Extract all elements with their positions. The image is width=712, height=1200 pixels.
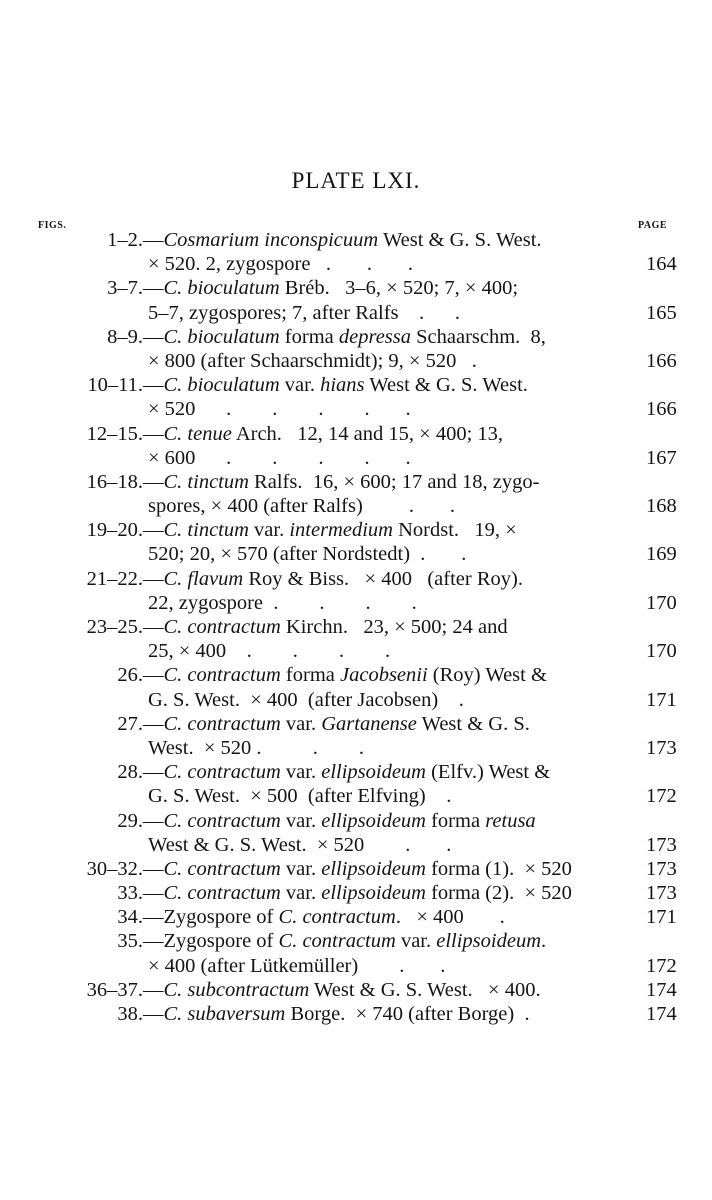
figure-entry-continuation [0, 784, 712, 808]
figure-description: —Zygospore of C. contractum var. ellipsoideum. [143, 930, 547, 953]
figure-entry-continuation [0, 446, 712, 470]
figure-entry [0, 905, 712, 929]
figure-description: —C. bioculatum forma depressa Schaarschm. 8, [143, 325, 546, 348]
figure-description: —C. contractum var. ellipsoideum forma retusa [143, 809, 536, 832]
page-number: 171 [646, 906, 677, 929]
figure-number: 29. [117, 809, 143, 832]
figure-entry [0, 422, 712, 446]
figure-description-continued: × 520. 2, zygospore . . . [148, 253, 413, 276]
figure-number: 28. [117, 761, 143, 784]
figure-entry-continuation [0, 252, 712, 276]
plate-title: PLATE LXI. [291, 168, 421, 193]
figure-description-continued: 5–7, zygospores; 7, after Ralfs . . [148, 301, 460, 324]
figure-number: 33. [117, 882, 143, 905]
figure-description-continued: West & G. S. West. × 520 . . [148, 833, 452, 856]
page-number: 173 [646, 736, 677, 759]
figure-description: —Zygospore of C. contractum. × 400 . [143, 906, 505, 929]
page-number: 171 [646, 688, 677, 711]
page-number: 172 [646, 785, 677, 808]
figure-description: —C. contractum var. ellipsoideum forma (1). × 520 [143, 857, 572, 880]
figure-description: —C. tinctum var. intermedium Nordst. 19, × [143, 519, 517, 542]
page-number: 168 [646, 495, 677, 518]
figure-description-continued: × 600 . . . . . [148, 446, 411, 469]
figure-entry-continuation [0, 301, 712, 325]
page-number: 174 [646, 1003, 677, 1025]
figure-number: 19–20. [86, 519, 143, 542]
figure-entry [0, 518, 712, 542]
figure-entry-continuation [0, 397, 712, 421]
figure-number: 16–18. [86, 470, 143, 493]
figure-description-continued: 520; 20, × 570 (after Nordstedt) . . [148, 543, 467, 566]
figure-number: 38. [117, 1003, 143, 1025]
page-number: 174 [646, 978, 677, 1001]
figure-entry [0, 325, 712, 349]
figure-description: —C. tenue Arch. 12, 14 and 15, × 400; 13, [143, 422, 504, 445]
figure-description-continued: West. × 520 . . . [148, 736, 365, 759]
page-number: 169 [646, 543, 677, 566]
figs-column-header: FIGS. [38, 220, 67, 231]
figure-entry [0, 276, 712, 300]
figure-description-continued: × 400 (after Lütkemüller) . . [148, 954, 446, 977]
page-number: 164 [646, 253, 677, 276]
figure-entry [0, 228, 712, 252]
figure-description: —C. bioculatum Bréb. 3–6, × 520; 7, × 400; [143, 277, 519, 300]
figure-entry [0, 978, 712, 1002]
page-number: 173 [646, 833, 677, 856]
figure-number: 35. [117, 930, 143, 953]
figure-entry-continuation [0, 736, 712, 760]
page-number: 165 [646, 301, 677, 324]
figure-description: —C. subaversum Borge. × 740 (after Borge) . [143, 1003, 530, 1025]
figure-entry-continuation [0, 349, 712, 373]
figure-number: 21–22. [86, 567, 143, 590]
figure-description: —C. contractum var. ellipsoideum forma (2). × 520 [143, 882, 572, 905]
page-number: 166 [646, 349, 677, 372]
figure-number: 30–32. [86, 857, 143, 880]
figure-entry-continuation [0, 833, 712, 857]
page-number: 173 [646, 857, 677, 880]
figure-entry-continuation [0, 591, 712, 615]
figure-entry-continuation [0, 954, 712, 978]
figure-entry [0, 760, 712, 784]
figure-entry [0, 929, 712, 953]
figure-description: —C. contractum var. Gartanense West & G. S. [143, 712, 530, 735]
figure-description: —Cosmarium inconspicuum West & G. S. West. [143, 229, 542, 251]
page-number: 166 [646, 398, 677, 421]
figure-number: 1–2. [107, 229, 143, 251]
figure-entry [0, 1002, 712, 1026]
figure-description-continued: spores, × 400 (after Ralfs) . . [148, 495, 456, 518]
figure-entry [0, 663, 712, 687]
figure-description-continued: G. S. West. × 500 (after Elfving) . [148, 785, 452, 808]
figure-description: —C. flavum Roy & Biss. × 400 (after Roy). [143, 567, 523, 590]
figure-number: 26. [117, 664, 143, 687]
figure-description: —C. subcontractum West & G. S. West. × 400. [143, 978, 541, 1001]
figure-entry-continuation [0, 688, 712, 712]
figure-description-continued: G. S. West. × 400 (after Jacobsen) . [148, 688, 464, 711]
figure-entry-continuation [0, 639, 712, 663]
figure-description: —C. contractum forma Jacobsenii (Roy) West & [143, 664, 547, 687]
figure-number: 10–11. [87, 374, 143, 397]
figure-description-continued: × 800 (after Schaarschmidt); 9, × 520 . [148, 349, 477, 372]
figure-entry [0, 470, 712, 494]
figure-entry [0, 373, 712, 397]
page-number: 170 [646, 591, 677, 614]
page-number: 167 [646, 446, 677, 469]
figure-description-continued: × 520 . . . . . [148, 398, 411, 421]
figure-entry [0, 857, 712, 881]
figure-entry [0, 567, 712, 591]
figure-description: —C. contractum Kirchn. 23, × 500; 24 and [143, 616, 508, 638]
figure-entry [0, 615, 712, 639]
figure-description-continued: 25, × 400 . . . . [148, 640, 391, 663]
page-number: 172 [646, 954, 677, 977]
figure-entry-continuation [0, 542, 712, 566]
page-number: 170 [646, 640, 677, 663]
figure-entry [0, 809, 712, 833]
figure-description-continued: 22, zygospore . . . . [148, 591, 417, 614]
figure-number: 36–37. [86, 978, 143, 1001]
figure-number: 3–7. [107, 277, 143, 300]
page-column-header: PAGE [638, 220, 668, 231]
figure-description: —C. tinctum Ralfs. 16, × 600; 17 and 18, zygo- [143, 470, 540, 493]
figure-entry [0, 712, 712, 736]
figure-number: 23–25. [86, 616, 143, 638]
figure-list [0, 228, 712, 1026]
figure-number: 12–15. [86, 422, 143, 445]
figure-number: 34. [117, 906, 143, 929]
page-number: 173 [646, 882, 677, 905]
figure-description: —C. bioculatum var. hians West & G. S. West. [143, 374, 528, 397]
figure-number: 8–9. [107, 325, 143, 348]
figure-number: 27. [117, 712, 143, 735]
figure-entry [0, 881, 712, 905]
figure-entry-continuation [0, 494, 712, 518]
figure-description: —C. contractum var. ellipsoideum (Elfv.) West & [143, 761, 551, 784]
